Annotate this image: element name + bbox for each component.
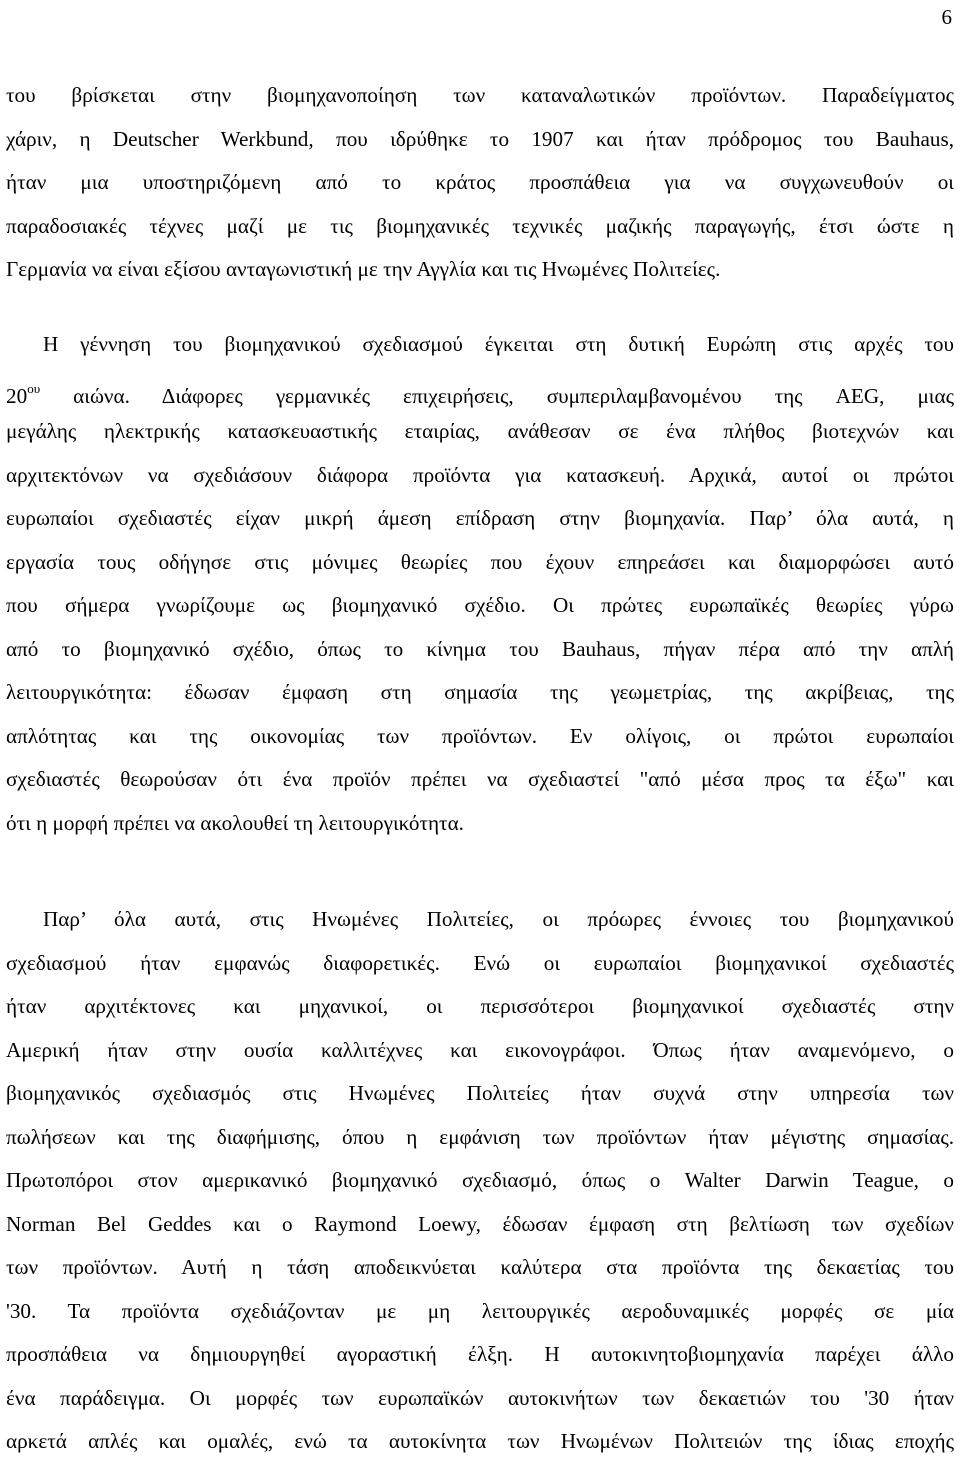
text-line: λειτουργικότητα: έδωσαν έμφαση στη σημασία της γεωμετρίας, της ακρίβειας, της [6, 680, 954, 704]
text-line: σχεδιαστές θεωρούσαν ότι ένα προϊόν πρέπει να σχεδιαστεί "από μέσα προς τα έξω" και [6, 767, 954, 791]
text-line: Γερμανία να είναι εξίσου ανταγωνιστική με την Αγγλία και τις Ηνωμένες Πολιτείες. [6, 257, 721, 281]
text-line: από το βιομηχανικό σχέδιο, όπως το κίνημα του Bauhaus, πήγαν πέρα από την απλή [6, 636, 954, 661]
text-line: ευρωπαίοι σχεδιαστές είχαν μικρή άμεση επίδραση στην βιομηχανία. Παρ’ όλα αυτά, η [6, 506, 954, 530]
text-line: Norman Bel Geddes και ο Raymond Loewy, έδωσαν έμφαση στη βελτίωση των σχεδίων [6, 1211, 954, 1236]
paragraph-2 [6, 323, 954, 845]
text-line: μεγάλης ηλεκτρικής κατασκευαστικής εταιρίας, ανάθεσαν σε ένα πλήθος βιοτεχνών και [6, 419, 954, 443]
text-line: των προϊόντων. Αυτή η τάση αποδεικνύεται καλύτερα στα προϊόντα της δεκαετίας του [6, 1255, 954, 1279]
text-line: εργασία τους οδήγησε στις μόνιμες θεωρίες που έχουν επηρεάσει και διαμορφώσει αυτό [6, 549, 954, 574]
text-line: πωλήσεων και της διαφήμισης, όπου η εμφάνιση των προϊόντων ήταν μέγιστης σημασίας. [6, 1124, 954, 1149]
text-line: Παρ’ όλα αυτά, στις Ηνωμένες Πολιτείες, οι πρόωρες έννοιες του βιομηχανικού [43, 907, 954, 931]
text-line: ότι η μορφή πρέπει να ακολουθεί τη λειτουργικότητα. [6, 810, 464, 835]
text-line: που σήμερα γνωρίζουμε ως βιομηχανικό σχέδιο. Οι πρώτες ευρωπαϊκές θεωρίες γύρω [6, 593, 954, 617]
century-number: 20 [6, 383, 28, 408]
text-line: αρχιτεκτόνων να σχεδιάσουν διάφορα προϊόντα για κατασκευή. Αρχικά, αυτοί οι πρώτοι [6, 462, 954, 487]
text-line: Η γέννηση του βιομηχανικού σχεδιασμού έγκειται στη δυτική Ευρώπη στις αρχές του [43, 332, 954, 356]
text-line: ήταν αρχιτέκτονες και μηχανικοί, οι περισσότεροι βιομηχανικοί σχεδιαστές στην [6, 994, 954, 1018]
text-line: Αμερική ήταν στην ουσία καλλιτέχνες και εικονογράφοι. Όπως ήταν αναμενόμενο, ο [6, 1037, 954, 1062]
text-line: Πρωτοπόροι στον αμερικανικό βιομηχανικό σχεδιασμό, όπως ο Walter Darwin Teague, ο [6, 1168, 954, 1192]
text-line: χάριν, η Deutscher Werkbund, που ιδρύθηκε το 1907 και ήταν πρόδρομος του Bauhaus, [6, 126, 954, 151]
paragraph-1 [6, 74, 954, 292]
text-line: του βρίσκεται στην βιομηχανοποίηση των καταναλωτικών προϊόντων. Παραδείγματος [6, 83, 954, 107]
line-text: αιώνα. Διάφορες γερμανικές επιχειρήσεις, συμπεριλαμβανομένου της AEG, μιας [40, 383, 954, 408]
paragraph-3 [6, 898, 954, 1464]
text-line: προσπάθεια να δημιουργηθεί αγοραστική έλξη. Η αυτοκινητοβιομηχανία παρέχει άλλο [6, 1342, 954, 1366]
ordinal-superscript: ου [27, 380, 41, 396]
text-line: ένα παράδειγμα. Οι μορφές των ευρωπαϊκών αυτοκινήτων των δεκαετιών του '30 ήταν [6, 1385, 954, 1410]
text-line [6, 367, 954, 411]
text-line: αρκετά απλές και ομαλές, ενώ τα αυτοκίνητα των Ηνωμένων Πολιτειών της ίδιας εποχής [6, 1429, 954, 1453]
text-line: '30. Τα προϊόντα σχεδιάζονταν με μη λειτουργικές αεροδυναμικές μορφές σε μία [6, 1298, 954, 1323]
page-number: 6 [941, 5, 952, 29]
text-line: παραδοσιακές τέχνες μαζί με τις βιομηχανικές τεχνικές μαζικής παραγωγής, έτσι ώστε η [6, 213, 954, 238]
text-line: απλότητας και της οικονομίας των προϊόντων. Εν ολίγοις, οι πρώτοι ευρωπαίοι [6, 723, 954, 748]
text-line: βιομηχανικός σχεδιασμός στις Ηνωμένες Πολιτείες ήταν συχνά στην υπηρεσία των [6, 1081, 954, 1105]
text-line: σχεδιασμού ήταν εμφανώς διαφορετικές. Ενώ οι ευρωπαίοι βιομηχανικοί σχεδιαστές [6, 950, 954, 975]
text-line: ήταν μια υποστηριζόμενη από το κράτος προσπάθεια για να συγχωνευθούν οι [6, 170, 954, 194]
